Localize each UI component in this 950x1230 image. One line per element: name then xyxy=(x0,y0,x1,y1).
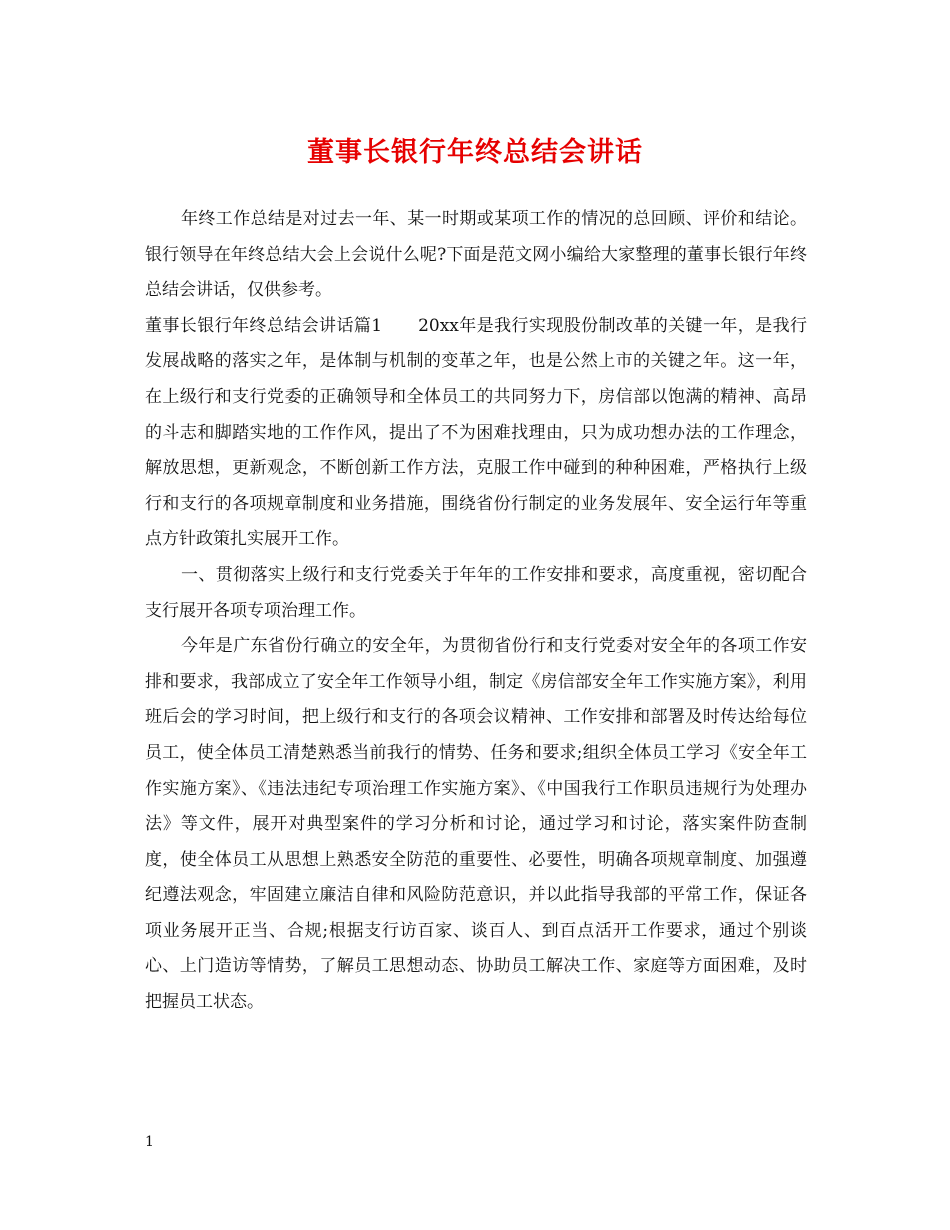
section-label: 董事长银行年终总结会讲话篇1 xyxy=(145,315,383,336)
section-paragraph xyxy=(145,309,807,558)
document-body xyxy=(145,202,807,1021)
point-one-paragraph: 一、贯彻落实上级行和支行党委关于年年的工作安排和要求，高度重视，密切配合支行展开各项专项治理工作。 xyxy=(145,564,807,621)
document-title: 董事长银行年终总结会讲话 xyxy=(307,137,643,168)
intro-paragraph: 年终工作总结是对过去一年、某一时期或某项工作的情况的总回顾、评价和结论。银行领导在年终总结大会上会说什么呢?下面是范文网小编给大家整理的董事长银行年终总结会讲话，仅供参考。 xyxy=(145,209,807,301)
page-number: 1 xyxy=(145,1134,154,1150)
paragraph-two: 今年是广东省份行确立的安全年，为贯彻省份行和支行党委对安全年的各项工作安排和要求，我部成立了安全年工作领导小组，制定《房信部安全年工作实施方案》，利用班后会的学习时间，把上级行和支行的各项会议精神、工作安排和部署及时传达给每位员工，使全体员工清楚熟悉当前我行的情势、任务和要求;组织全体员工学习《安全年工作实施方案》、《违法违纪专项治理工作实施方案》、《中国我行工作职员违规行为处理办法》等文件，展开对典型案件的学习分析和讨论，通过学习和讨论，落实案件防查制度，使全体员工从思想上熟悉安全防范的重要性、必要性，明确各项规章制度、加强遵纪遵法观念，牢固建立廉洁自律和风险防范意识，并以此指导我部的平常工作，保证各项业务展开正当、合规;根据支行访百家、谈百人、到百点活开工作要求，通过个别谈心、上门造访等情势，了解员工思想动态、协助员工解决工作、家庭等方面困难，及时把握员工状态。 xyxy=(145,636,807,1013)
section-text: 20xx年是我行实现股份制改革的关键一年，是我行发展战略的落实之年，是体制与机制的变革之年，也是公然上市的关键之年。这一年，在上级行和支行党委的正确领导和全体员工的共同努力下，房信部以饱满的精神、高昂的斗志和脚踏实地的工作作风，提出了不为困难找理由，只为成功想办法的工作理念，解放思想，更新观念，不断创新工作方法，克服工作中碰到的种种困难，严格执行上级行和支行的各项规章制度和业务措施，围绕省份行制定的业务发展年、安全运行年等重点方针政策扎实展开工作。 xyxy=(145,315,807,550)
